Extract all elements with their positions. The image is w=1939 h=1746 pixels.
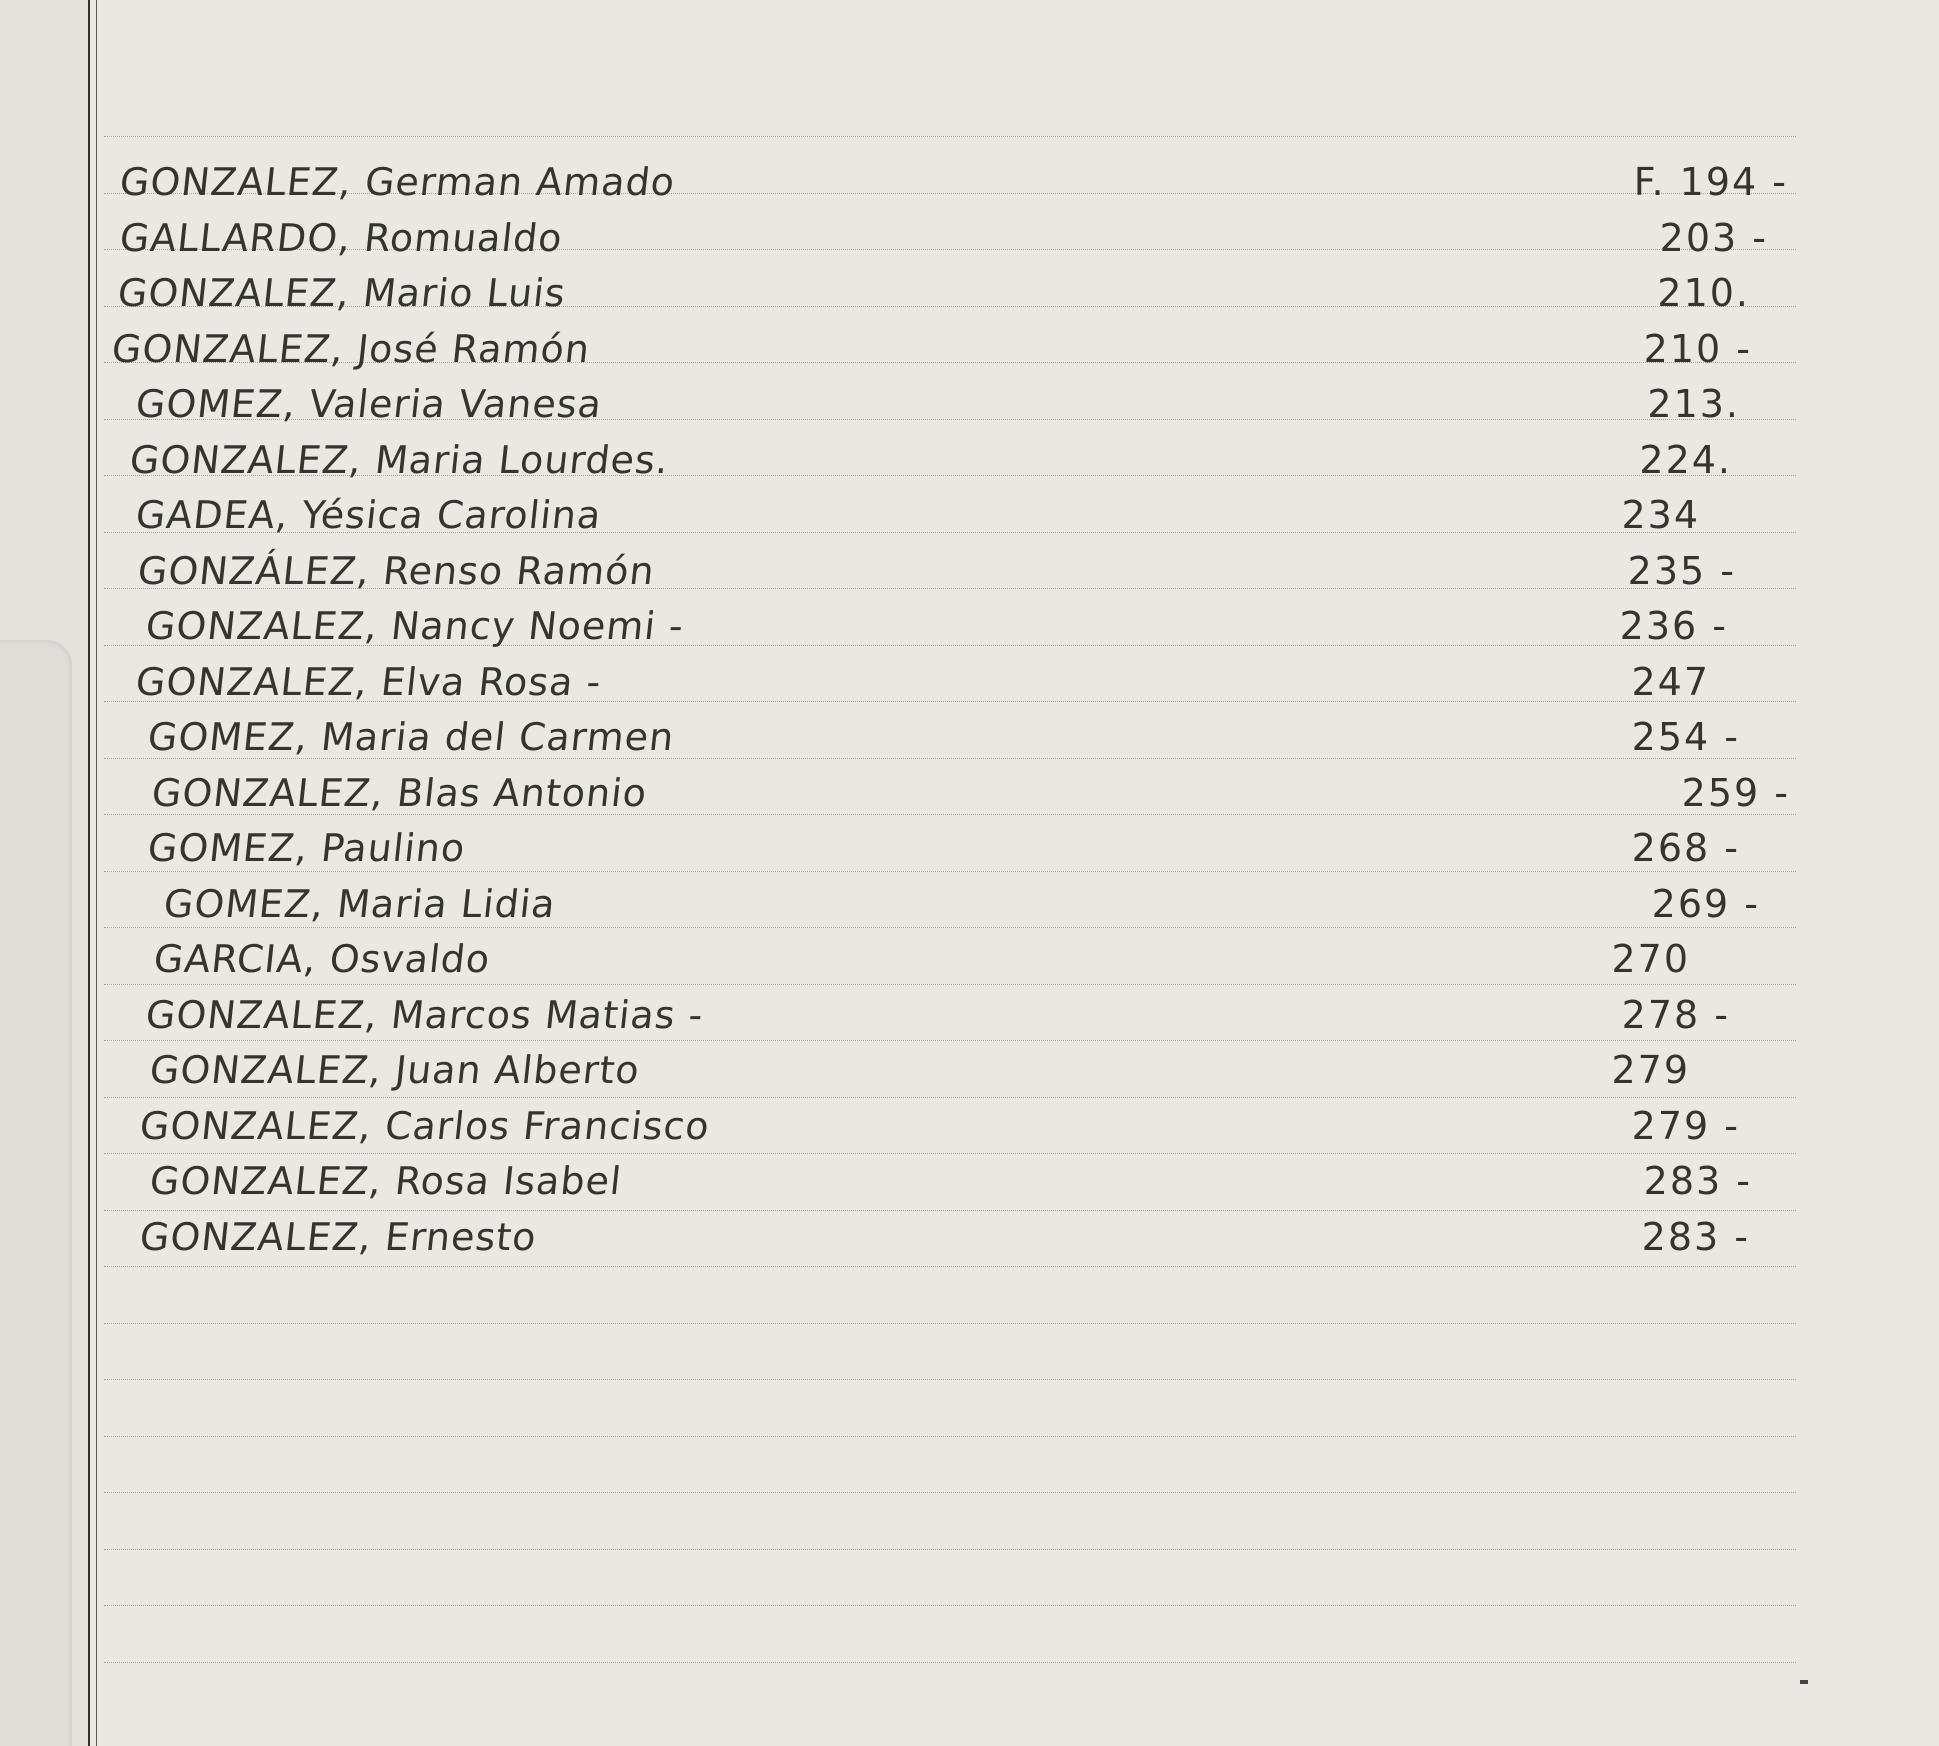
entry-name: GONZALEZ, Maria Lourdes. xyxy=(127,437,672,482)
list-item xyxy=(0,826,1939,882)
folio-number: 269 - xyxy=(1651,881,1760,926)
list-item xyxy=(0,327,1939,383)
ink-dot xyxy=(1800,1680,1808,1684)
list-item xyxy=(0,1104,1939,1160)
list-item xyxy=(0,660,1939,716)
entry-name: GONZALEZ, Elva Rosa - xyxy=(133,659,604,704)
entry-name: GONZALEZ, Juan Alberto xyxy=(147,1048,643,1092)
ruled-line xyxy=(104,1379,1796,1380)
entry-name: GONZALEZ, German Amado xyxy=(117,160,678,204)
folio-number: 279 xyxy=(1611,1048,1690,1092)
entry-name: GONZÁLEZ, Renso Ramón xyxy=(135,548,657,593)
entry-name: GALLARDO, Romualdo xyxy=(117,215,565,260)
folio-number: 236 - xyxy=(1619,604,1728,648)
entry-name: GADEA, Yésica Carolina xyxy=(133,493,604,537)
entry-name: GONZALEZ, Rosa Isabel xyxy=(147,1159,624,1203)
ruled-line xyxy=(104,1549,1796,1550)
list-item xyxy=(0,493,1939,549)
folio-number: 247 xyxy=(1631,659,1710,704)
ruled-line xyxy=(104,1605,1796,1606)
entry-name: GOMEZ, Maria Lidia xyxy=(161,881,558,926)
entry-name: GOMEZ, Paulino xyxy=(145,826,468,870)
list-item xyxy=(0,882,1939,938)
folio-number: 235 - xyxy=(1627,548,1736,593)
folio-number: 283 - xyxy=(1643,1159,1752,1203)
ruled-line xyxy=(104,136,1796,137)
folio-number: 210. xyxy=(1657,271,1750,315)
entry-name: GONZALEZ, Blas Antonio xyxy=(149,770,650,815)
entry-name: GOMEZ, Maria del Carmen xyxy=(145,715,677,759)
list-item xyxy=(0,993,1939,1049)
list-item xyxy=(0,216,1939,272)
ruled-line xyxy=(104,1436,1796,1437)
list-item xyxy=(0,715,1939,771)
folio-number: 268 - xyxy=(1631,826,1740,870)
ruled-line xyxy=(104,1492,1796,1493)
folio-number: 203 - xyxy=(1659,215,1768,260)
folio-number: 234 xyxy=(1621,493,1700,537)
entry-name: GONZALEZ, José Ramón xyxy=(109,326,593,371)
ruled-line xyxy=(104,1323,1796,1324)
folio-number: 283 - xyxy=(1641,1214,1750,1259)
list-item xyxy=(0,604,1939,660)
entry-name: GONZALEZ, Carlos Francisco xyxy=(137,1103,713,1148)
folio-number: 270 xyxy=(1611,937,1690,981)
folio-number: 210 - xyxy=(1643,326,1752,371)
list-item xyxy=(0,937,1939,993)
folio-number: F. 194 - xyxy=(1633,160,1788,204)
entry-name: GONZALEZ, Nancy Noemi - xyxy=(143,604,687,648)
folio-number: 259 - xyxy=(1681,770,1790,815)
list-item xyxy=(0,271,1939,327)
ruled-line xyxy=(104,1662,1796,1663)
list-item xyxy=(0,160,1939,216)
folio-number: 254 - xyxy=(1631,715,1740,759)
folio-number: 278 - xyxy=(1621,992,1730,1037)
list-item xyxy=(0,549,1939,605)
entry-name: GOMEZ, Valeria Vanesa xyxy=(133,382,605,426)
list-item xyxy=(0,771,1939,827)
entry-name: GONZALEZ, Mario Luis xyxy=(115,271,569,315)
list-item xyxy=(0,1215,1939,1271)
list-item xyxy=(0,1048,1939,1104)
entry-name: GARCIA, Osvaldo xyxy=(151,937,493,981)
list-item xyxy=(0,1159,1939,1215)
folio-number: 224. xyxy=(1639,437,1732,482)
folio-number: 213. xyxy=(1647,382,1740,426)
list-item xyxy=(0,438,1939,494)
entry-name: GONZALEZ, Marcos Matias - xyxy=(143,992,706,1037)
list-item xyxy=(0,382,1939,438)
entry-name: GONZALEZ, Ernesto xyxy=(137,1214,539,1259)
folio-number: 279 - xyxy=(1631,1103,1740,1148)
